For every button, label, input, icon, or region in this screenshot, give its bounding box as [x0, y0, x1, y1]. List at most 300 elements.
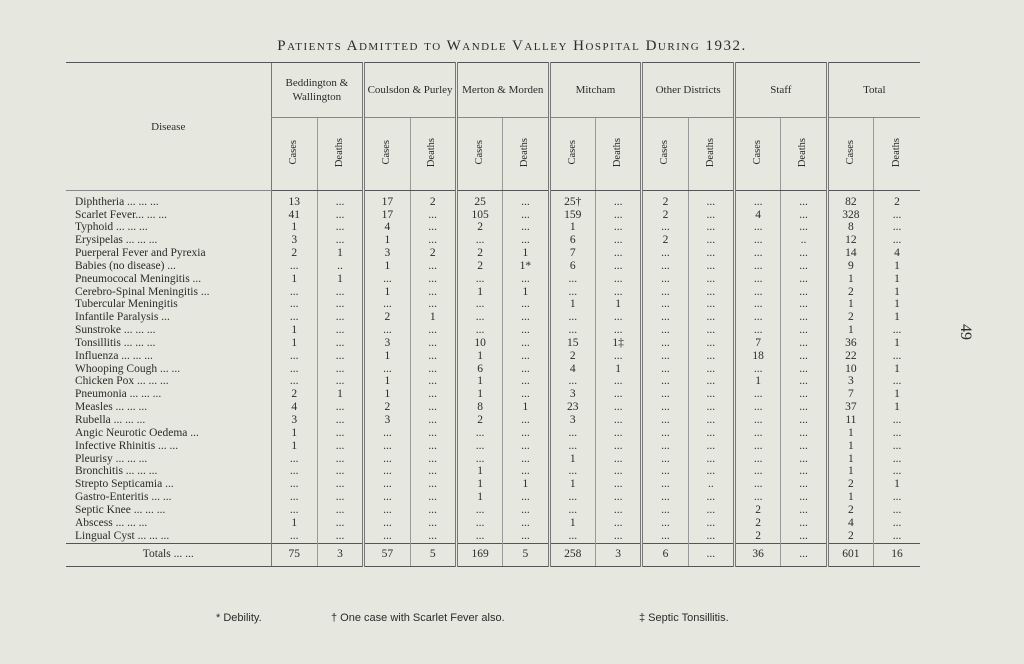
deaths-cell: ...	[874, 222, 920, 235]
cases-cell: ...	[735, 479, 781, 492]
deaths-cell: ...	[503, 466, 549, 479]
cases-cell: 2	[364, 402, 410, 415]
deaths-cell: 1	[503, 247, 549, 260]
deaths-cell: ..	[781, 235, 827, 248]
deaths-header	[781, 118, 827, 191]
table-row	[66, 286, 920, 299]
deaths-cell: ...	[688, 504, 734, 517]
deaths-cell: 2	[410, 191, 456, 209]
deaths-cell: ...	[781, 324, 827, 337]
deaths-cell: ...	[781, 427, 827, 440]
cases-cell: 2	[456, 247, 502, 260]
deaths-cell: ...	[503, 517, 549, 530]
deaths-header	[317, 118, 363, 191]
cases-cell: 1	[456, 376, 502, 389]
cases-cell: ...	[271, 491, 317, 504]
cases-cell: 1	[549, 479, 595, 492]
cases-cell: ...	[642, 453, 688, 466]
deaths-cell: ...	[688, 191, 734, 209]
deaths-cell: ...	[874, 453, 920, 466]
cases-cell: 2	[827, 504, 873, 517]
cases-cell: 2	[456, 414, 502, 427]
cases-cell: 1	[456, 466, 502, 479]
deaths-cell: ...	[410, 260, 456, 273]
cases-cell: ...	[735, 312, 781, 325]
cases-cell: 105	[456, 209, 502, 222]
group-header: Merton & Morden	[456, 63, 549, 118]
deaths-cell: ...	[410, 337, 456, 350]
cases-cell: 75	[271, 543, 317, 566]
cases-cell: 1	[271, 273, 317, 286]
deaths-cell: 1	[874, 363, 920, 376]
disease-name: Tubercular Meningitis	[75, 298, 178, 311]
cases-header	[364, 118, 410, 191]
cases-cell: ...	[735, 260, 781, 273]
deaths-cell: ...	[874, 376, 920, 389]
cases-cell: 22	[827, 350, 873, 363]
deaths-cell: ...	[874, 414, 920, 427]
deaths-cell: ...	[595, 530, 641, 543]
deaths-cell: ...	[410, 273, 456, 286]
deaths-cell: ...	[781, 247, 827, 260]
deaths-cell: ...	[410, 363, 456, 376]
deaths-cell: ...	[503, 530, 549, 543]
cases-cell: 23	[549, 402, 595, 415]
cases-cell: ...	[735, 191, 781, 209]
cases-cell: ...	[735, 286, 781, 299]
deaths-cell: ...	[317, 453, 363, 466]
deaths-cell: ...	[410, 402, 456, 415]
deaths-cell: ..	[688, 479, 734, 492]
cases-cell: ...	[456, 517, 502, 530]
deaths-header	[595, 118, 641, 191]
cases-cell: ...	[549, 530, 595, 543]
cases-cell: 57	[364, 543, 410, 566]
deaths-cell: ...	[595, 324, 641, 337]
cases-cell: ...	[456, 312, 502, 325]
deaths-cell: ...	[410, 209, 456, 222]
deaths-cell: ...	[781, 363, 827, 376]
deaths-cell: ...	[595, 402, 641, 415]
disease-name: Measles ... ... ...	[75, 401, 148, 414]
cases-cell: ...	[271, 504, 317, 517]
deaths-cell: ...	[503, 209, 549, 222]
disease-name: Rubella ... ... ...	[75, 414, 146, 427]
cases-cell: 10	[827, 363, 873, 376]
cases-cell: 1	[456, 479, 502, 492]
cases-cell: ...	[735, 299, 781, 312]
deaths-header	[874, 118, 920, 191]
cases-cell: 1	[364, 235, 410, 248]
deaths-cell: 1	[503, 402, 549, 415]
deaths-cell: ...	[688, 466, 734, 479]
cases-cell: ...	[735, 389, 781, 402]
table-row	[66, 209, 920, 222]
deaths-cell: ...	[410, 427, 456, 440]
cases-cell: 17	[364, 209, 410, 222]
deaths-cell: ...	[317, 479, 363, 492]
disease-name: Lingual Cyst ... ... ...	[75, 529, 170, 542]
deaths-cell: ...	[688, 286, 734, 299]
page-title: Patients Admitted to Wandle Valley Hospital During 1932.	[277, 38, 747, 54]
cases-cell: ...	[735, 427, 781, 440]
cases-header	[735, 118, 781, 191]
disease-name: Pleurisy ... ... ...	[75, 452, 148, 465]
cases-label: Cases	[566, 140, 578, 165]
cases-cell: ...	[364, 530, 410, 543]
deaths-cell: ..	[317, 260, 363, 273]
cases-cell: ...	[642, 414, 688, 427]
deaths-cell: ...	[781, 402, 827, 415]
cases-cell: 1	[827, 466, 873, 479]
cases-cell: 1	[735, 376, 781, 389]
cases-label: Cases	[473, 140, 485, 165]
cases-label: Cases	[751, 140, 763, 165]
deaths-cell: ...	[688, 312, 734, 325]
deaths-cell: ...	[410, 414, 456, 427]
cases-cell: 12	[827, 235, 873, 248]
cases-cell: ...	[642, 312, 688, 325]
deaths-cell: ...	[317, 530, 363, 543]
deaths-cell: ...	[503, 491, 549, 504]
cases-cell: ...	[735, 440, 781, 453]
cases-cell: 3	[271, 414, 317, 427]
disease-name: Diphtheria ... ... ...	[75, 195, 159, 208]
cases-cell: 1	[827, 491, 873, 504]
disease-name: Whooping Cough ... ...	[75, 362, 181, 375]
cases-cell: ...	[364, 466, 410, 479]
deaths-cell: ...	[317, 517, 363, 530]
cases-cell: 1	[549, 453, 595, 466]
deaths-cell: ...	[317, 402, 363, 415]
cases-cell: ...	[549, 427, 595, 440]
cases-cell: 82	[827, 191, 873, 209]
deaths-cell: 3	[595, 543, 641, 566]
deaths-cell: ...	[688, 222, 734, 235]
cases-cell: ...	[364, 453, 410, 466]
cases-cell: ...	[642, 299, 688, 312]
cases-header	[642, 118, 688, 191]
cases-cell: 1	[364, 376, 410, 389]
deaths-cell: ...	[874, 324, 920, 337]
table-row	[66, 466, 920, 479]
deaths-cell: ...	[781, 222, 827, 235]
group-header: Beddington & Wallington	[271, 63, 364, 118]
table-row	[66, 414, 920, 427]
cases-cell: 2	[456, 222, 502, 235]
deaths-cell: ...	[317, 350, 363, 363]
cases-cell: ...	[549, 491, 595, 504]
cases-cell: ...	[364, 363, 410, 376]
cases-cell: ...	[271, 299, 317, 312]
deaths-label: Deaths	[890, 137, 902, 167]
cases-cell: ...	[456, 324, 502, 337]
deaths-cell: ...	[688, 350, 734, 363]
deaths-header	[503, 118, 549, 191]
table-row	[66, 517, 920, 530]
cases-cell: 1	[827, 427, 873, 440]
deaths-cell: ...	[781, 543, 827, 566]
deaths-cell: 1	[874, 312, 920, 325]
cases-cell: 7	[827, 389, 873, 402]
deaths-cell: ...	[410, 517, 456, 530]
cases-cell: ...	[549, 504, 595, 517]
cases-label: Cases	[287, 140, 299, 165]
deaths-cell: 5	[503, 543, 549, 566]
deaths-cell: ...	[874, 440, 920, 453]
disease-name: Scarlet Fever... ... ...	[75, 208, 167, 221]
deaths-cell: ...	[410, 350, 456, 363]
cases-cell: ...	[456, 299, 502, 312]
deaths-cell: 1	[874, 337, 920, 350]
deaths-cell: ...	[503, 363, 549, 376]
table-row	[66, 491, 920, 504]
deaths-cell: 2	[410, 247, 456, 260]
table-row	[66, 530, 920, 543]
cases-label: Cases	[659, 140, 671, 165]
deaths-cell: ...	[688, 260, 734, 273]
cases-cell: ...	[642, 504, 688, 517]
deaths-cell: ...	[781, 414, 827, 427]
deaths-cell: ...	[595, 222, 641, 235]
cases-cell: ...	[642, 517, 688, 530]
deaths-cell: ...	[781, 260, 827, 273]
cases-cell: ...	[642, 222, 688, 235]
deaths-cell: 1	[874, 299, 920, 312]
deaths-cell: ...	[688, 427, 734, 440]
table-row	[66, 299, 920, 312]
cases-cell: ...	[549, 324, 595, 337]
deaths-cell: ...	[410, 389, 456, 402]
cases-cell: 2	[456, 260, 502, 273]
cases-cell: ...	[642, 479, 688, 492]
cases-cell: 1	[549, 299, 595, 312]
cases-cell: 2	[827, 479, 873, 492]
cases-cell: 3	[364, 247, 410, 260]
deaths-cell: ...	[595, 504, 641, 517]
deaths-cell: ...	[781, 479, 827, 492]
deaths-cell: 1	[410, 312, 456, 325]
deaths-cell: ...	[781, 504, 827, 517]
disease-name: Pneumonia ... ... ...	[75, 388, 162, 401]
deaths-cell: ...	[503, 350, 549, 363]
deaths-cell: ...	[317, 466, 363, 479]
cases-cell: 7	[735, 337, 781, 350]
deaths-cell: ...	[781, 350, 827, 363]
cases-cell: 8	[827, 222, 873, 235]
cases-cell: ...	[364, 504, 410, 517]
cases-cell: ...	[642, 491, 688, 504]
deaths-cell: ...	[781, 299, 827, 312]
group-header: Other Districts	[642, 63, 735, 118]
table-row	[66, 235, 920, 248]
deaths-cell: ...	[317, 235, 363, 248]
table-row	[66, 312, 920, 325]
deaths-cell: ...	[503, 324, 549, 337]
deaths-cell: ...	[688, 376, 734, 389]
deaths-cell: ...	[595, 491, 641, 504]
deaths-cell: 1*	[503, 260, 549, 273]
deaths-cell: ...	[781, 517, 827, 530]
cases-cell: 3	[364, 337, 410, 350]
deaths-cell: ...	[874, 491, 920, 504]
deaths-cell: ...	[317, 286, 363, 299]
cases-cell: 159	[549, 209, 595, 222]
disease-header: Disease	[66, 63, 271, 191]
cases-cell: 601	[827, 543, 873, 566]
deaths-cell: ...	[781, 312, 827, 325]
deaths-header	[410, 118, 456, 191]
cases-cell: 1	[549, 222, 595, 235]
table-row	[66, 427, 920, 440]
cases-cell: 2	[827, 530, 873, 543]
cases-cell: ...	[642, 247, 688, 260]
deaths-label: Deaths	[333, 137, 345, 167]
cases-cell: 1	[827, 299, 873, 312]
deaths-cell: ...	[595, 273, 641, 286]
deaths-cell: ...	[317, 414, 363, 427]
cases-cell: ...	[271, 363, 317, 376]
cases-cell: 1	[827, 453, 873, 466]
deaths-cell: 1	[317, 273, 363, 286]
deaths-cell: 1	[595, 299, 641, 312]
cases-cell: ...	[364, 440, 410, 453]
cases-header	[827, 118, 873, 191]
deaths-cell: ...	[781, 530, 827, 543]
deaths-cell: ...	[595, 191, 641, 209]
deaths-cell: 1	[874, 260, 920, 273]
table-row	[66, 222, 920, 235]
deaths-cell: ...	[317, 222, 363, 235]
deaths-cell: ...	[781, 337, 827, 350]
cases-cell: 6	[549, 260, 595, 273]
cases-cell: ...	[364, 479, 410, 492]
deaths-cell: ...	[874, 530, 920, 543]
cases-cell: 1	[456, 389, 502, 402]
deaths-cell: ...	[781, 440, 827, 453]
deaths-cell: ...	[410, 479, 456, 492]
table-row	[66, 389, 920, 402]
cases-cell: 169	[456, 543, 502, 566]
cases-cell: 36	[735, 543, 781, 566]
deaths-cell: ...	[688, 402, 734, 415]
deaths-cell: ...	[317, 337, 363, 350]
cases-cell: 1	[271, 222, 317, 235]
cases-cell: ...	[642, 466, 688, 479]
table-row	[66, 479, 920, 492]
cases-cell: ...	[364, 427, 410, 440]
deaths-cell: ...	[410, 453, 456, 466]
deaths-cell: ...	[595, 517, 641, 530]
cases-cell: ...	[364, 517, 410, 530]
cases-cell: ...	[271, 376, 317, 389]
deaths-cell: ...	[595, 440, 641, 453]
cases-cell: ...	[456, 427, 502, 440]
cases-cell: 18	[735, 350, 781, 363]
deaths-cell: ...	[688, 337, 734, 350]
deaths-cell: ...	[410, 466, 456, 479]
deaths-cell: ...	[688, 491, 734, 504]
cases-cell: 2	[735, 504, 781, 517]
cases-cell: 2	[642, 235, 688, 248]
disease-name: Gastro-Enteritis ... ...	[75, 491, 172, 504]
cases-cell: ...	[364, 273, 410, 286]
cases-cell: 1	[827, 440, 873, 453]
disease-name: Tonsillitis ... ... ...	[75, 337, 156, 349]
deaths-cell: 1	[503, 286, 549, 299]
group-header: Total	[827, 63, 920, 118]
deaths-cell: ...	[503, 414, 549, 427]
cases-cell: 9	[827, 260, 873, 273]
cases-header	[456, 118, 502, 191]
disease-name: Totals ... ...	[66, 543, 271, 566]
cases-cell: 4	[364, 222, 410, 235]
cases-cell: ...	[549, 312, 595, 325]
deaths-cell: ...	[317, 491, 363, 504]
deaths-cell: ...	[781, 286, 827, 299]
deaths-cell: ...	[317, 440, 363, 453]
cases-cell: ...	[364, 491, 410, 504]
deaths-cell: 1	[874, 389, 920, 402]
cases-cell: 1	[271, 427, 317, 440]
group-header: Staff	[735, 63, 828, 118]
cases-cell: 1	[271, 324, 317, 337]
cases-cell: 1	[364, 350, 410, 363]
deaths-cell: 1	[874, 402, 920, 415]
table-row	[66, 260, 920, 273]
deaths-cell: ...	[503, 376, 549, 389]
cases-cell: 1	[271, 517, 317, 530]
cases-cell: 2	[271, 247, 317, 260]
cases-cell: ...	[271, 286, 317, 299]
cases-cell: 1	[364, 389, 410, 402]
disease-name: Babies (no disease) ...	[75, 260, 176, 272]
cases-cell: ...	[642, 389, 688, 402]
disease-name: Infective Rhinitis ... ...	[75, 440, 179, 452]
cases-cell: ...	[642, 286, 688, 299]
cases-cell: 1	[456, 350, 502, 363]
deaths-cell: ...	[503, 299, 549, 312]
cases-cell: 258	[549, 543, 595, 566]
cases-cell: 25†	[549, 191, 595, 209]
cases-cell: ...	[735, 324, 781, 337]
deaths-cell: 1	[317, 247, 363, 260]
cases-cell: ...	[456, 453, 502, 466]
cases-cell: ...	[271, 260, 317, 273]
cases-cell: ...	[364, 324, 410, 337]
cases-cell: ...	[642, 350, 688, 363]
deaths-cell: ...	[781, 209, 827, 222]
table-row	[66, 337, 920, 350]
cases-cell: ...	[271, 453, 317, 466]
deaths-cell: ...	[874, 235, 920, 248]
disease-name: Puerperal Fever and Pyrexia	[75, 247, 206, 260]
deaths-cell: ...	[503, 504, 549, 517]
cases-cell: ...	[549, 440, 595, 453]
cases-cell: 13	[271, 191, 317, 209]
disease-name: Infantile Paralysis ...	[75, 311, 170, 324]
cases-cell: ...	[549, 286, 595, 299]
cases-cell: 1	[271, 337, 317, 350]
deaths-cell: 1	[874, 286, 920, 299]
cases-cell: 7	[549, 247, 595, 260]
cases-cell: 25	[456, 191, 502, 209]
cases-cell: 6	[456, 363, 502, 376]
deaths-cell: ...	[503, 427, 549, 440]
deaths-cell: ...	[688, 389, 734, 402]
deaths-cell: ...	[781, 466, 827, 479]
cases-cell: 1	[827, 273, 873, 286]
